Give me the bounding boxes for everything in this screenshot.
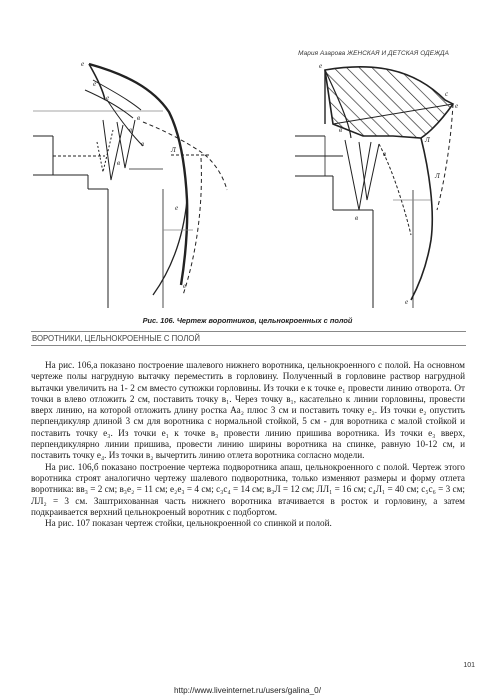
svg-text:в: в [117,159,121,167]
svg-text:в: в [339,126,343,134]
svg-text:e: e [175,204,179,212]
footer-url: http://www.liveinternet.ru/users/galina_0/ [174,686,321,695]
paragraph: На рис. 106,а показано построение шалевого нижнего воротника, цельнокроенного с полой. На основном чертеже полы нагрудную вытачку переместить в горловину. Полученный в горловине раствор нагрудной вытачки увеличить на 1- 2 см вместо сутюжки горловины. Из точки е к точке е₁ провести линию отворота. От точки в влево отложить 2 см, поставить точку в₁. Через точку в₁, касательно к линии горловины, провести вверх линию, на которой отложить длину ростка Аа₂ плюс 3 см и поставить точку е₂. Из точки е₂ опустить перпендикуляр длиной 3 см для воротника с нормальной стойкой, 5 см - для воротника с малой стойкой и поставить точку е₃. Из точки е₁ к точке в₃ провести линию пришива воротника. Из точки е₃ вверх, перпендикулярно линии пришива, провести линию ширины воротника на спинке, равную 10-12 см, и поставить точку е₄. Из точки в₂ вычертить линию отлета воротника согласно модели. [31,360,465,461]
paragraph: На рис. 107 показан чертеж стойки, цельнокроенной со спинкой и полой. [45,518,332,529]
figure-caption: Рис. 106. Чертеж воротников, цельнокроенных с полой [142,316,353,325]
svg-text:в: в [137,114,141,122]
svg-text:в: в [355,214,359,222]
drawing-a [33,64,227,308]
section-title: ВОРОТНИКИ, ЦЕЛЬНОКРОЕННЫЕ С ПОЛОЙ [31,331,466,346]
svg-text:e: e [81,60,85,68]
svg-text:e: e [93,80,97,88]
body-text [31,360,465,529]
svg-text:e: e [455,102,459,110]
drawing-a-labels [81,60,186,290]
collar-drawing-figure [33,60,473,312]
page-number: 101 [463,662,475,669]
svg-text:Л: Л [425,136,430,144]
svg-text:в: в [383,150,387,158]
svg-text:в: в [129,126,133,134]
svg-text:e: e [183,282,187,290]
drawing-b [295,67,453,308]
svg-text:Л: Л [435,172,440,180]
svg-text:Л: Л [171,146,176,154]
svg-text:e: e [405,298,409,306]
svg-text:с: с [445,90,449,98]
running-header: Мария Азарова ЖЕНСКАЯ И ДЕТСКАЯ ОДЕЖДА [298,50,449,57]
paragraph: На рис. 106,б показано построение чертежа подворотника апаш, цельнокроенного с полой. Чертеж этого воротника строят аналогично чертежу шалевого подворотника, только изменяют размеры и форму отлета воротника: вв₃ = 2 см; в₃е₂ = 11 см; е₂е₃ = 4 см; с₃с₄ = 14 см; в₃Л = 12 см; ЛЛ₁ = 16 см; с₄Л₁ = 40 см; с₅с₆ = 3 см; ЛЛ₂ = 3 см. Заштрихованная часть нижнего воротника втачивается в росток и горловину, а затем подкраивается верхний цельнокроеный воротник с подбортом. [31,461,465,517]
svg-text:e: e [106,94,110,102]
svg-text:e: e [319,62,323,70]
svg-text:в: в [141,140,145,148]
